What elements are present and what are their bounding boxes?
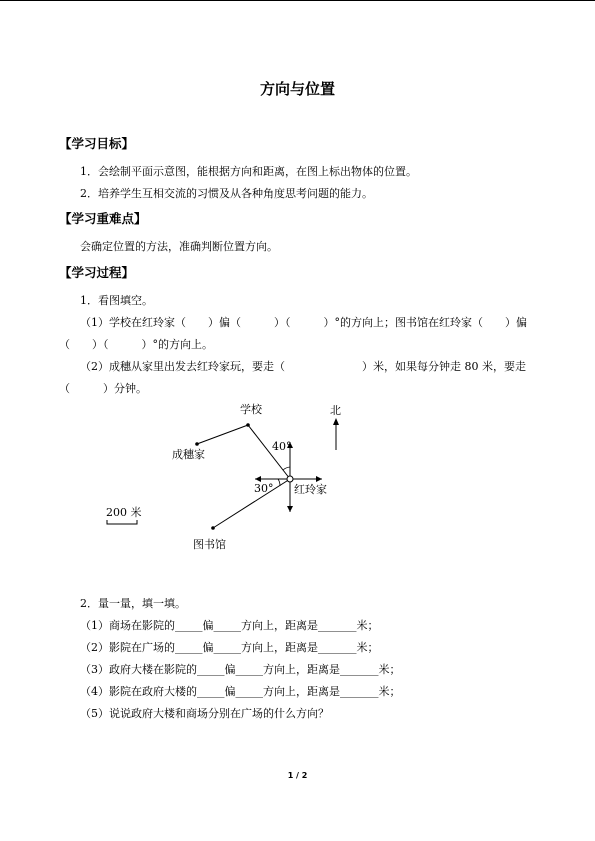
library-to-hongling-line [213, 479, 290, 528]
question1-part2-line1: （2）成穗从家里出发去红玲家玩，要走（ ）米，如果每分钟走 80 米，要走 [80, 360, 526, 373]
south-axis-arrow-icon [287, 506, 293, 512]
label-library: 图书馆 [193, 538, 226, 551]
question1-part2-line2: （ ）分钟。 [59, 382, 147, 395]
angle-40-arc [283, 467, 290, 470]
label-angle-30: 30° [254, 482, 274, 495]
north-arrow-icon [333, 418, 339, 425]
question1-stem: 1．看图填空。 [80, 294, 153, 307]
hongling-point [287, 476, 293, 482]
label-chengsui: 成穗家 [172, 448, 205, 461]
key-points-heading: 【学习重难点】 [59, 211, 147, 226]
label-scale: 200 米 [106, 506, 142, 519]
label-school: 学校 [240, 403, 262, 416]
chengsui-to-school-line [197, 425, 248, 444]
question2-item-1: （1）商场在影院的_____偏_____方向上，距离是_______米； [80, 619, 379, 632]
page-number: 1 / 2 [287, 771, 308, 780]
east-arrow-icon [316, 476, 322, 482]
page-title: 方向与位置 [259, 80, 335, 98]
scale-bar [107, 520, 137, 524]
label-north: 北 [330, 404, 341, 417]
key-points-text: 会确定位置的方法，准确判断位置方向。 [80, 240, 278, 253]
goal-item-1: 1．会绘制平面示意图，能根据方向和距离，在图上标出物体的位置。 [80, 165, 417, 178]
goal-item-2: 2．培养学生互相交流的习惯及从各种角度思考问题的能力。 [80, 187, 373, 200]
process-heading: 【学习过程】 [59, 265, 135, 280]
question2-stem: 2．量一量，填一填。 [80, 597, 186, 610]
question2-item-4: （4）影院在政府大楼的_____偏_____方向上，距离是_______米； [80, 685, 401, 698]
library-point [211, 526, 215, 530]
question2-item-2: （2）影院在广场的_____偏_____方向上，距离是_______米； [80, 641, 379, 654]
question2-item-5: （5）说说政府大楼和商场分别在广场的什么方向？ [80, 707, 329, 720]
question1-part1-line2: （ ）（ ）°的方向上。 [59, 338, 213, 351]
angle-30-arc [278, 479, 280, 486]
question1-part1-line1: （1）学校在红玲家（ ）偏（ ）（ ）°的方向上；图书馆在红玲家（ ）偏 [80, 316, 527, 329]
chengsui-point [195, 442, 199, 446]
label-angle-40: 40° [272, 440, 292, 453]
question2-item-3: （3）政府大楼在影院的_____偏_____方向上，距离是_______米； [80, 663, 401, 676]
goals-heading: 【学习目标】 [59, 136, 135, 151]
label-hongling: 红玲家 [294, 483, 327, 496]
school-point [246, 423, 250, 427]
